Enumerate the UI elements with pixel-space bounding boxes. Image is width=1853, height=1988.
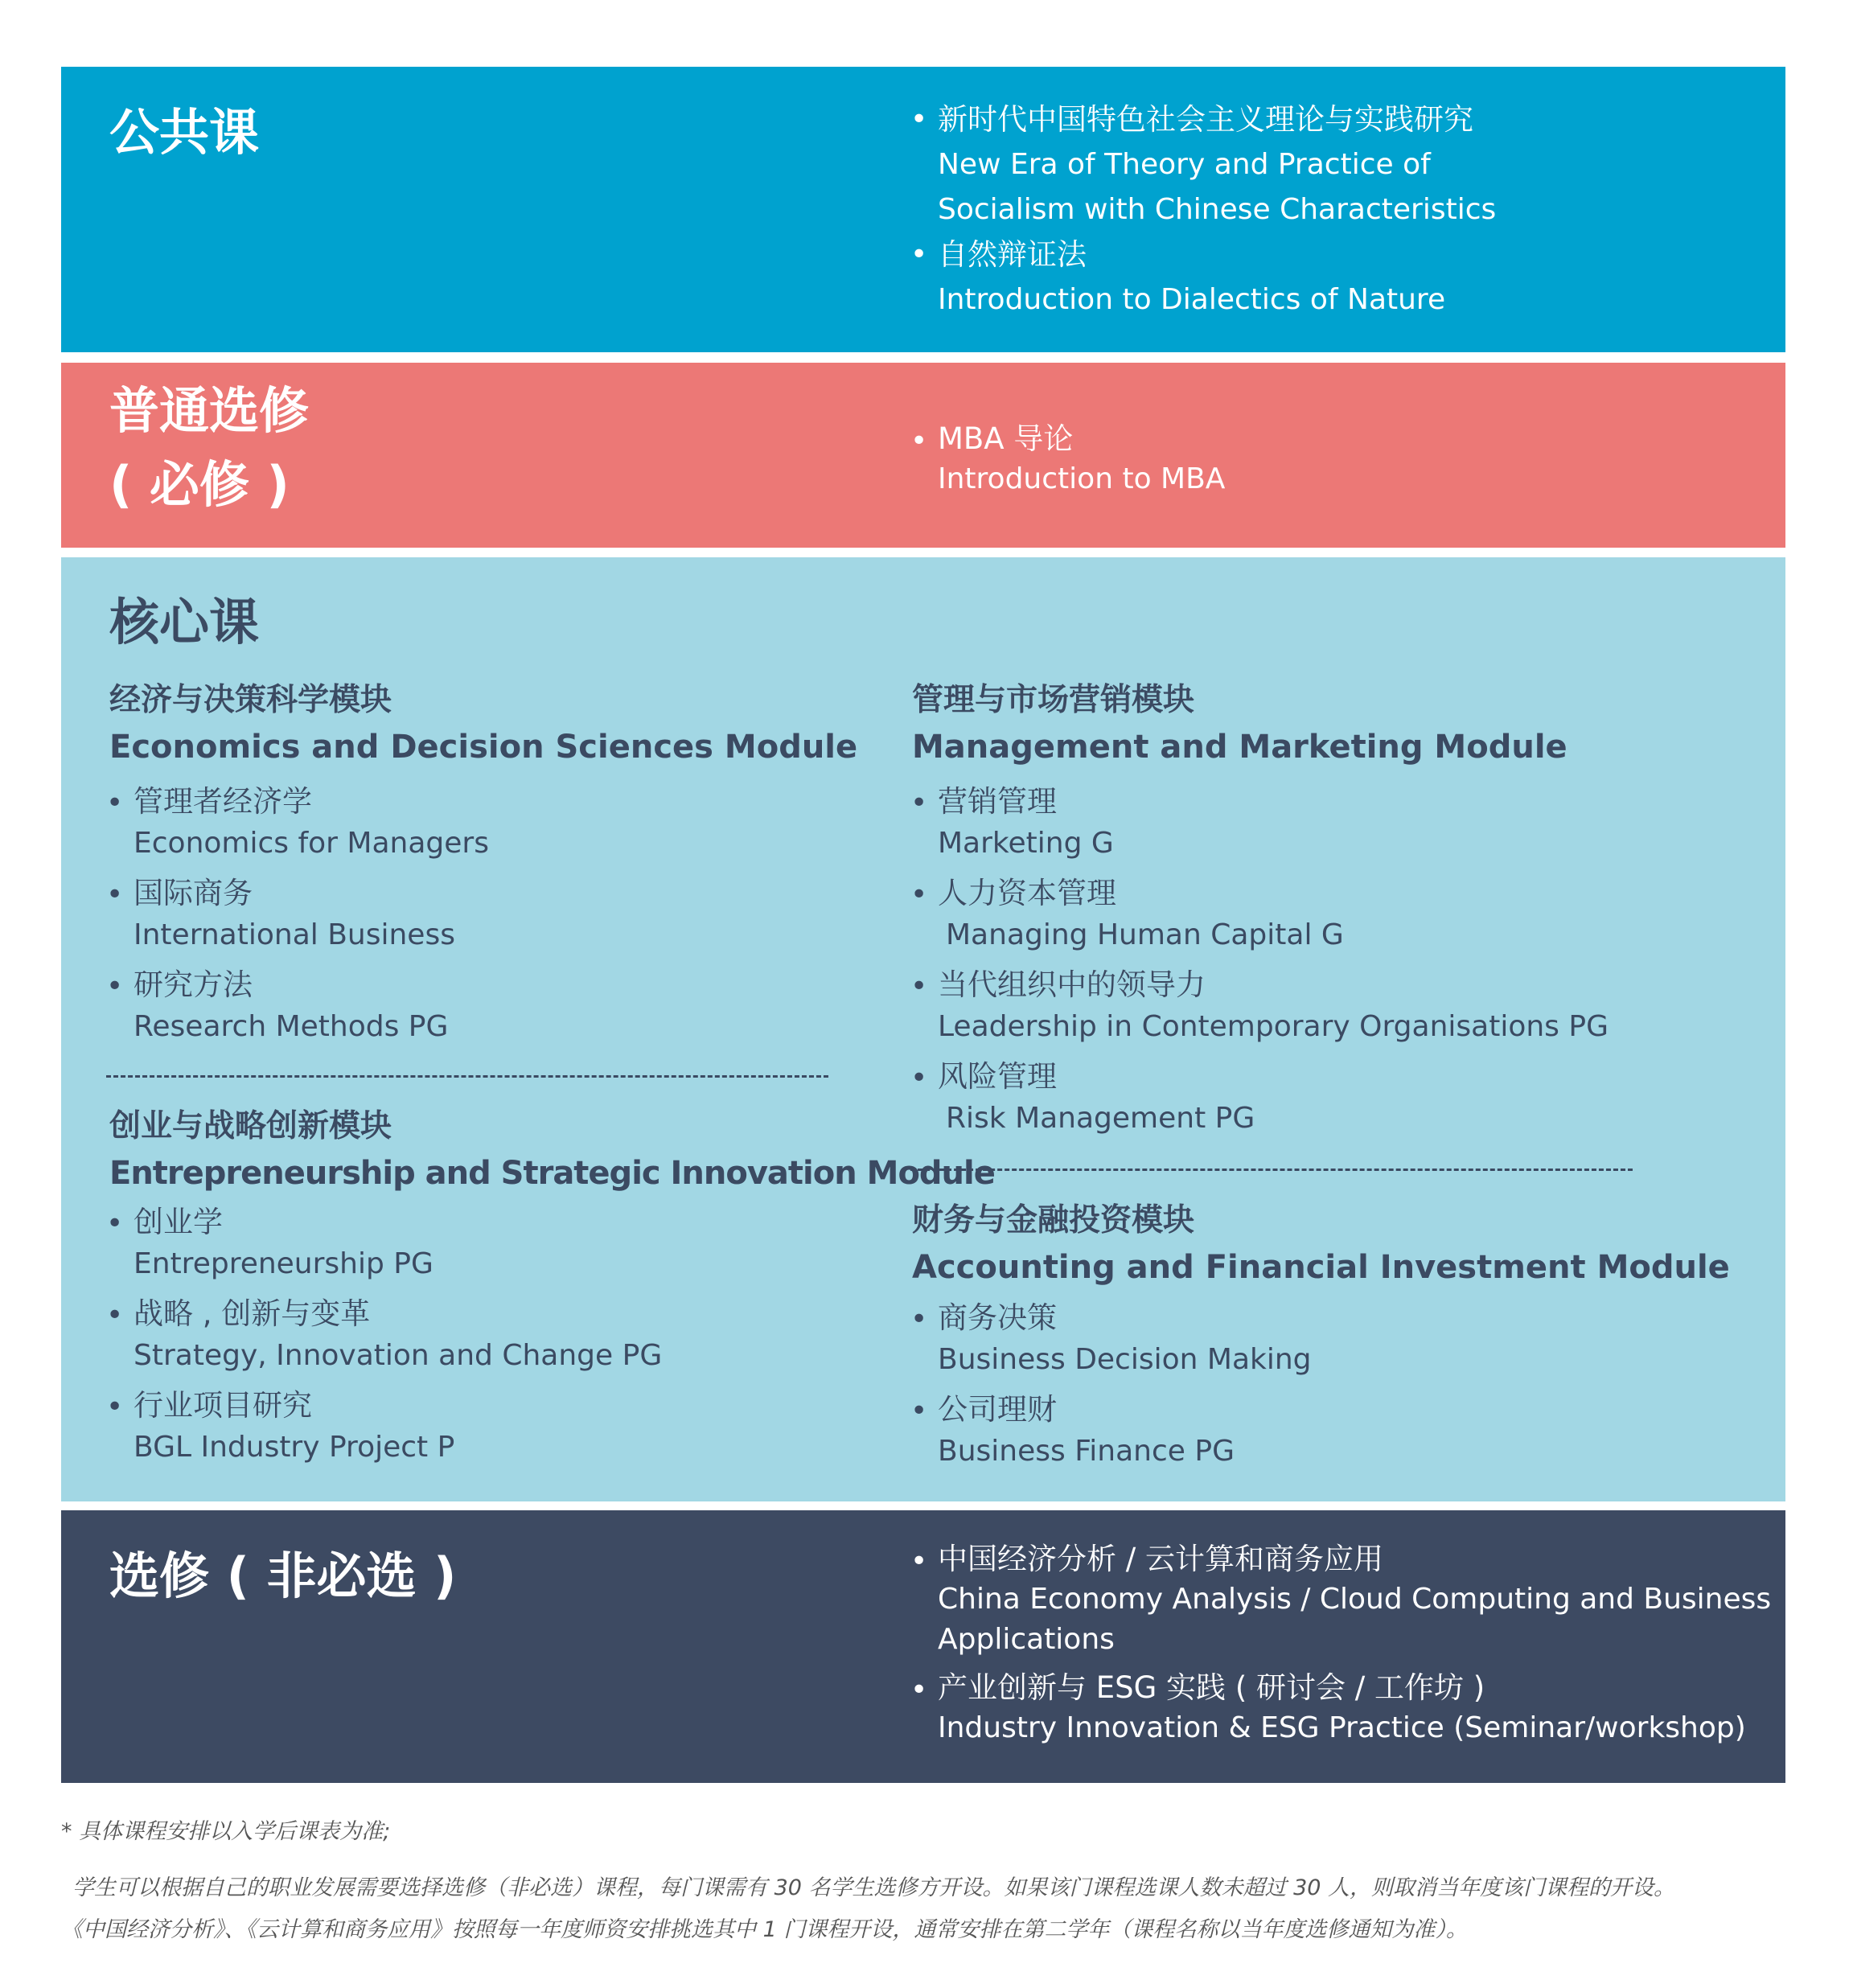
bullet-icon: • [106, 878, 124, 911]
course-name-zh: 研究方法 [134, 967, 253, 1002]
course-name-zh: 新时代中国特色社会主义理论与实践研究 [938, 102, 1473, 137]
course-name-zh: 国际商务 [134, 876, 253, 910]
module-header-entrepreneurship [109, 1103, 995, 1197]
bullet-icon: • [910, 878, 928, 911]
course-name-en: New Era of Theory and Practice of [938, 148, 1431, 181]
course-name-en: Business Finance PG [938, 1435, 1235, 1468]
module-divider [910, 1169, 1633, 1171]
section-title-line: ( 必修 ) [109, 455, 290, 514]
footnote: 学生可以根据自己的职业发展需要选择选修（非必选）课程，每门课需有 30 名学生选修方开设。如果该门课程选课人数未超过 30 人，则取消当年度该门课程的开设。 [72, 1875, 1676, 1900]
bullet-icon: • [106, 1390, 124, 1423]
list-item [910, 873, 1609, 956]
course-name-zh: 公司理财 [938, 1392, 1057, 1427]
course-name-en: Introduction to MBA [938, 462, 1226, 495]
public-course-list [910, 97, 1496, 322]
list-item [106, 1293, 662, 1377]
elective-required-section [61, 363, 1785, 548]
course-name-en: International Business [134, 918, 455, 951]
course-name-zh: 创业学 [134, 1205, 223, 1239]
list-item [106, 1385, 662, 1468]
list-item [106, 873, 489, 956]
course-name-en: Industry Innovation & ESG Practice (Seminar/workshop) [938, 1711, 1746, 1744]
list-item [910, 964, 1609, 1048]
section-title-core: 核心课 [109, 593, 260, 651]
list-item [910, 1389, 1312, 1473]
bullet-icon: • [910, 238, 928, 271]
list-item [910, 1668, 1771, 1748]
course-name-zh: 产业创新与 ESG 实践 ( 研讨会 / 工作坊 ) [938, 1670, 1485, 1705]
course-name-zh: 风险管理 [938, 1059, 1057, 1094]
public-courses-section [61, 67, 1785, 352]
module-header-management [912, 677, 1567, 770]
list-item [106, 781, 489, 865]
course-name-en: China Economy Analysis / Cloud Computing and Business [938, 1583, 1772, 1616]
bullet-icon: • [910, 787, 928, 819]
bullet-icon: • [106, 1299, 124, 1332]
course-name-en: Risk Management PG [946, 1102, 1255, 1135]
footnote: 《中国经济分析》、《云计算和商务应用》按照每一年度师资安排挑选其中 1 门课程开设，通常安排在第二学年（课程名称以当年度选修通知为准）。 [61, 1917, 1468, 1942]
bullet-icon: • [910, 1674, 928, 1707]
module-title-en: Entrepreneurship and Strategic Innovation Module [109, 1155, 995, 1192]
optional-courses-section [61, 1510, 1785, 1783]
bullet-icon: • [106, 1207, 124, 1240]
course-name-en: Socialism with Chinese Characteristics [938, 193, 1497, 226]
accounting-course-list [910, 1297, 1312, 1473]
module-header-accounting [912, 1197, 1730, 1291]
section-title-elective-required [109, 374, 309, 522]
module-header-economics [109, 677, 857, 770]
bullet-icon: • [910, 103, 928, 136]
section-title-public: 公共课 [109, 103, 260, 162]
course-name-en: Economics for Managers [134, 827, 489, 860]
course-name-zh: 营销管理 [938, 784, 1057, 819]
course-name-en: BGL Industry Project P [134, 1431, 455, 1464]
bullet-icon: • [910, 1394, 928, 1427]
economics-course-list [106, 781, 489, 1048]
course-name-zh: 商务决策 [938, 1300, 1057, 1335]
course-name-zh: 人力资本管理 [938, 876, 1116, 910]
course-name-en: Business Decision Making [938, 1343, 1312, 1376]
footnote: * 具体课程安排以入学后课表为准; [61, 1819, 391, 1844]
module-title-en: Accounting and Financial Investment Module [912, 1249, 1730, 1286]
course-name-zh: MBA 导论 [938, 421, 1074, 456]
list-item [910, 781, 1609, 865]
footnotes [61, 1811, 1806, 1951]
bullet-icon: • [910, 1545, 928, 1578]
module-divider [106, 1075, 828, 1078]
core-courses-section [61, 557, 1785, 1501]
management-course-list [910, 781, 1609, 1140]
bullet-icon: • [910, 1303, 928, 1336]
course-name-zh: 管理者经济学 [134, 784, 312, 819]
bullet-icon: • [106, 787, 124, 819]
course-name-en: Introduction to Dialectics of Nature [938, 283, 1446, 316]
elective-course-list [910, 419, 1225, 499]
course-name-en: Applications [938, 1623, 1115, 1656]
bullet-icon: • [106, 970, 124, 1003]
module-title-zh: 管理与市场营销模块 [912, 682, 1195, 718]
course-name-en: Marketing G [938, 827, 1114, 860]
list-item [910, 1539, 1771, 1660]
course-name-en: Entrepreneurship PG [134, 1247, 433, 1280]
course-name-en: Research Methods PG [134, 1010, 449, 1043]
module-title-zh: 经济与决策科学模块 [109, 682, 392, 718]
bullet-icon: • [910, 425, 928, 458]
list-item [910, 97, 1496, 232]
optional-course-list [910, 1539, 1771, 1748]
course-name-zh: 当代组织中的领导力 [938, 967, 1206, 1002]
module-title-zh: 创业与战略创新模块 [109, 1108, 392, 1144]
list-item [106, 964, 489, 1048]
module-title-zh: 财务与金融投资模块 [912, 1202, 1195, 1238]
course-name-zh: 中国经济分析 / 云计算和商务应用 [938, 1542, 1383, 1576]
course-name-zh: 自然辩证法 [938, 237, 1087, 272]
course-name-zh: 行业项目研究 [134, 1388, 312, 1423]
course-name-en: Strategy, Innovation and Change PG [134, 1339, 663, 1372]
course-name-zh: 战略 , 创新与变革 [134, 1296, 371, 1331]
course-name-en: Leadership in Contemporary Organisations PG [938, 1010, 1609, 1043]
list-item [910, 1297, 1312, 1381]
section-title-line: 普通选修 [109, 381, 310, 440]
course-name-en: Managing Human Capital G [946, 918, 1344, 951]
bullet-icon: • [910, 1062, 928, 1095]
entrepreneurship-course-list [106, 1201, 662, 1468]
section-title-optional: 选修 ( 非必选 ) [109, 1546, 457, 1605]
list-item [106, 1201, 662, 1285]
module-title-en: Economics and Decision Sciences Module [109, 729, 858, 766]
module-title-en: Management and Marketing Module [912, 729, 1567, 766]
bullet-icon: • [910, 970, 928, 1003]
list-item [910, 232, 1496, 322]
list-item [910, 419, 1225, 499]
list-item [910, 1056, 1609, 1140]
